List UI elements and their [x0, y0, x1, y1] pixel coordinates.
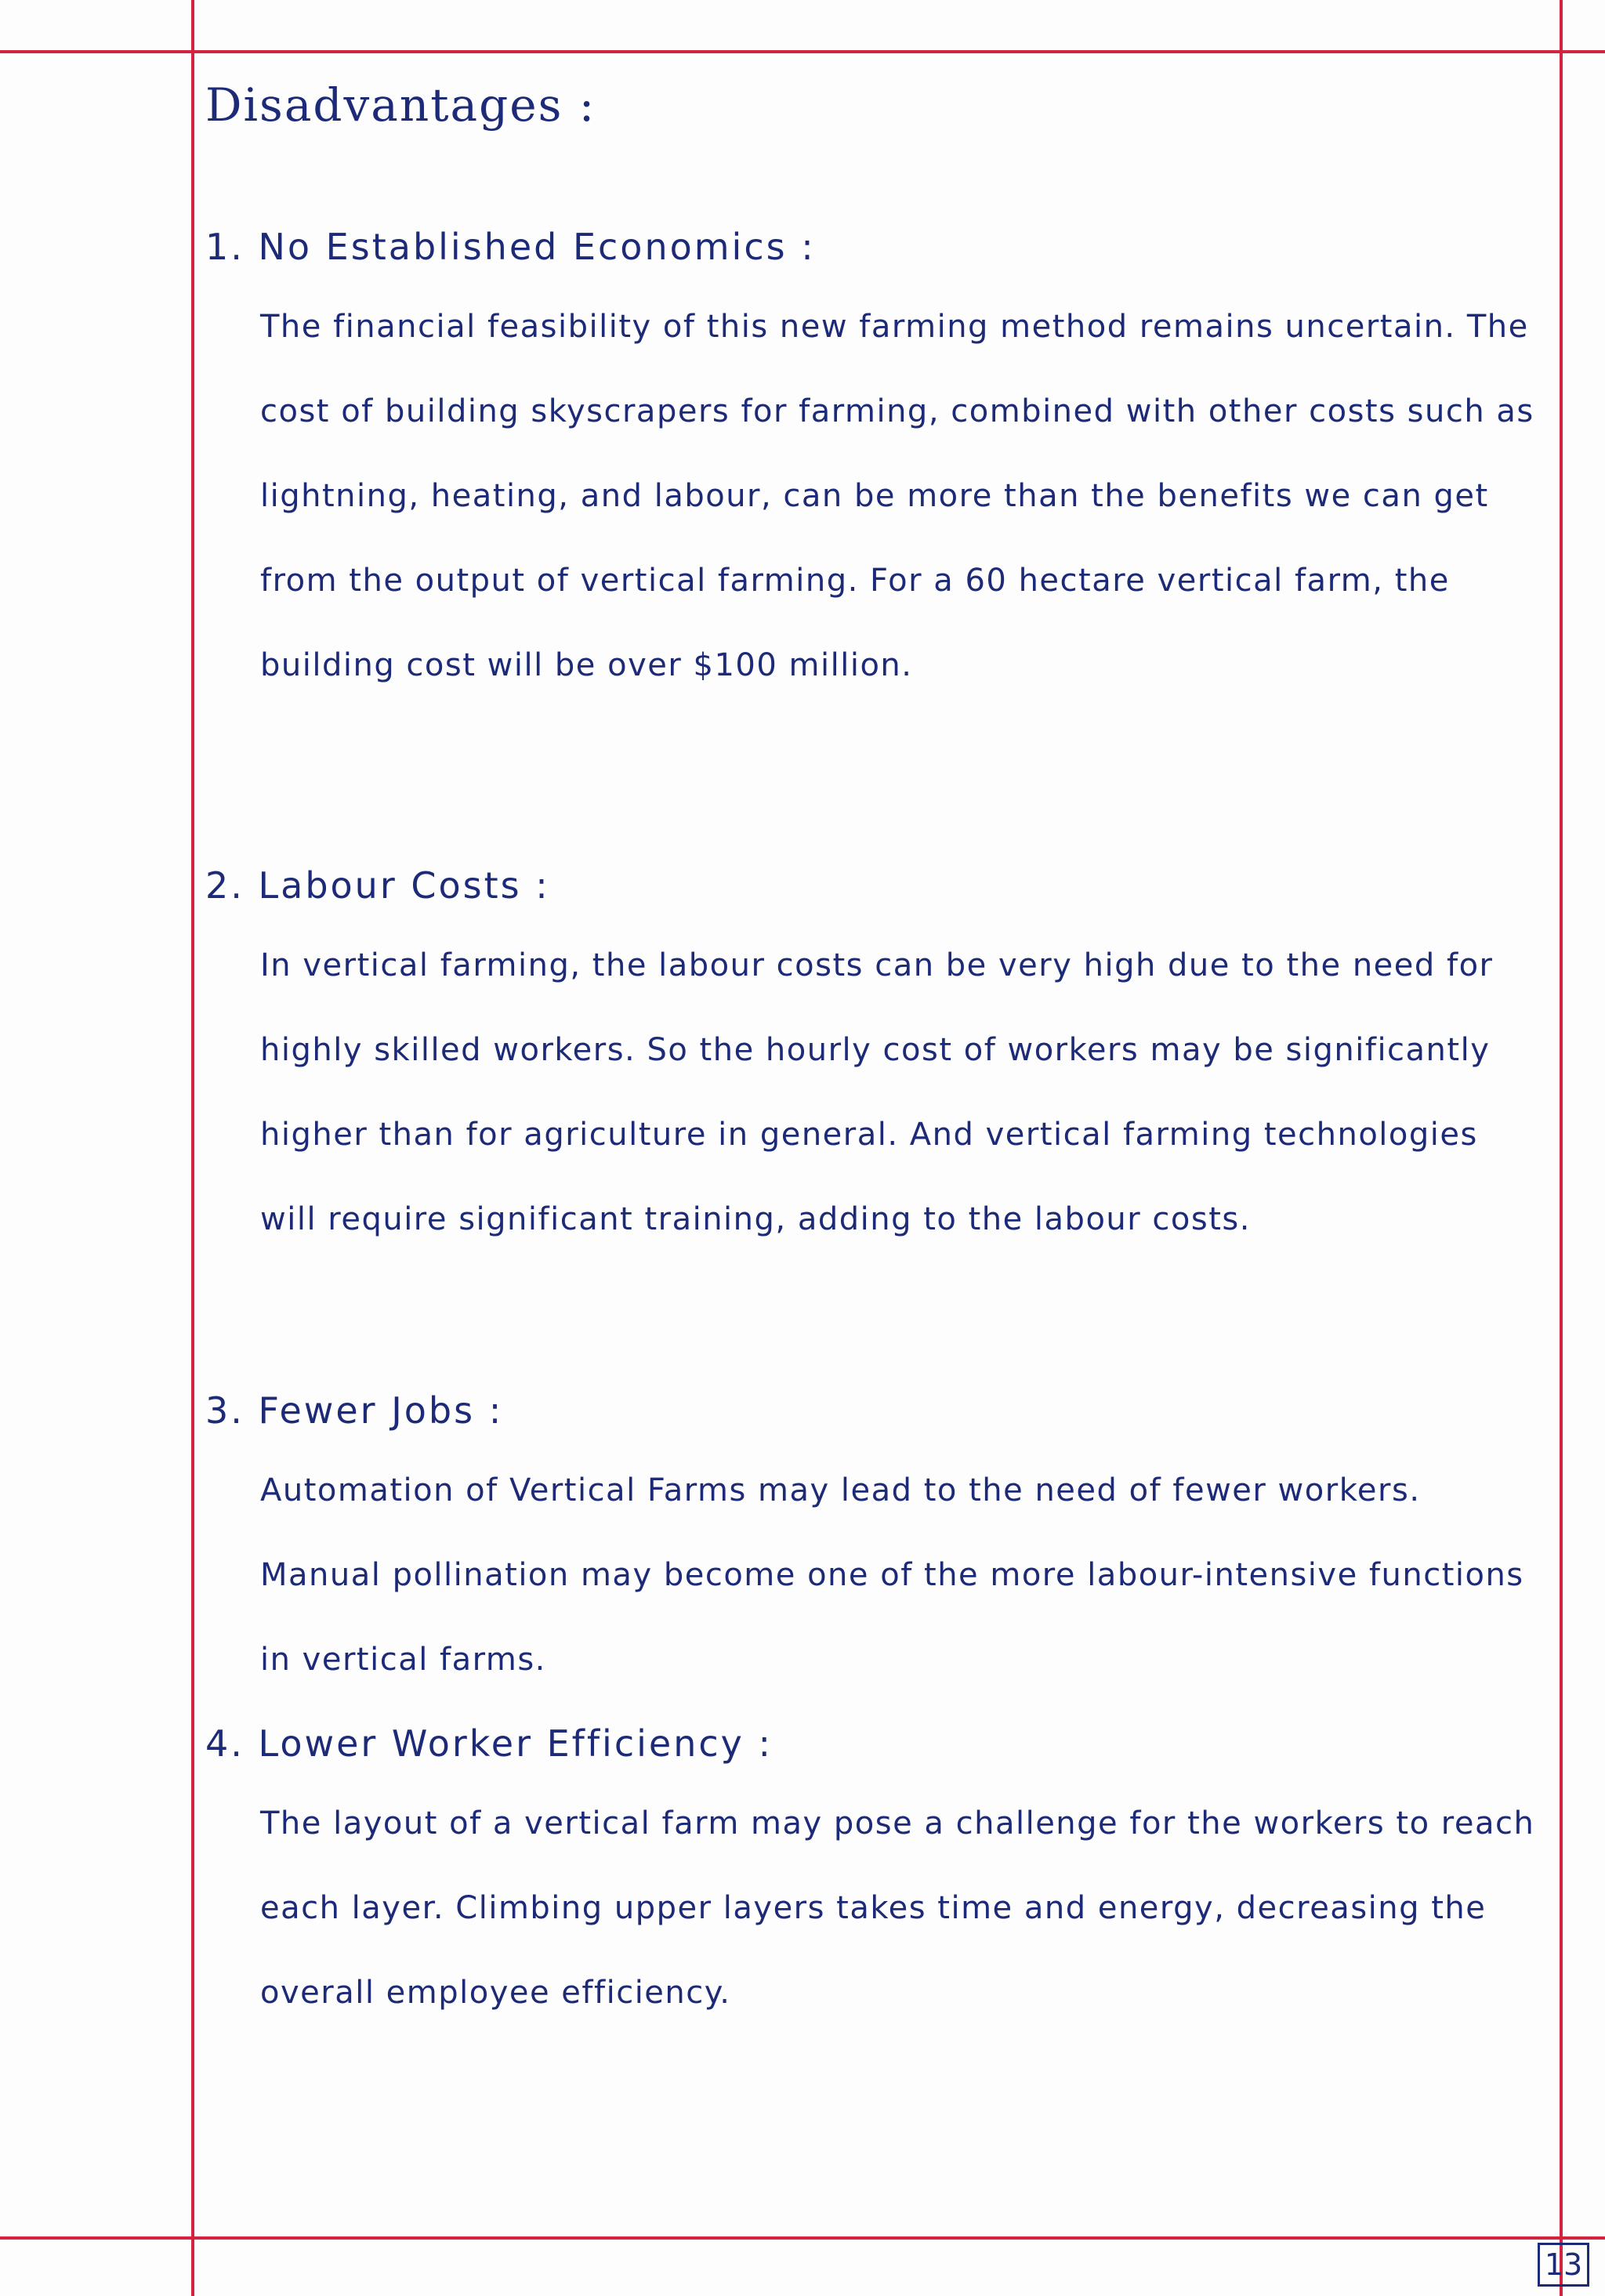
section-title: 2. Labour Costs :	[205, 864, 550, 907]
section-body: Automation of Vertical Farms may lead to the need of fewer workers. Manual pollination may become one of the more labour-intensive functions in vertical farms.	[260, 1472, 1524, 1678]
section-body: In vertical farming, the labour costs can be very high due to the need for highly skilled workers. So the hourly cost of workers may be significantly higher than for agriculture in general. And vertical farming technologies will require significant training, adding to the labour costs.	[260, 947, 1494, 1237]
right-margin-line	[1560, 0, 1563, 2296]
top-margin-line	[0, 50, 1605, 53]
section-fewer-jobs	[205, 1387, 1538, 1702]
page-number: 13	[1538, 2243, 1589, 2287]
section-title: 4. Lower Worker Efficiency :	[205, 1722, 774, 1765]
section-no-established-economics	[205, 223, 1538, 708]
section-body: The layout of a vertical farm may pose a challenge for the workers to reach each layer. Climbing upper layers takes time and energy, decreasing the overall employee efficiency.	[260, 1805, 1535, 2011]
section-lower-worker-efficiency	[205, 1720, 1538, 2035]
section-title: 3. Fewer Jobs :	[205, 1389, 504, 1432]
section-body: The financial feasibility of this new farming method remains uncertain. The cost of building skyscrapers for farming, combined with other costs such as lightning, heating, and labour, can be more than the benefits we can get from the output of vertical farming. For a 60 hectare vertical farm, the building cost will be over $100 million.	[260, 309, 1534, 683]
section-labour-costs	[205, 862, 1538, 1262]
bottom-margin-line	[0, 2236, 1605, 2240]
left-margin-line	[191, 0, 194, 2296]
page-heading: Disadvantages :	[205, 78, 596, 132]
section-title: 1. No Established Economics :	[205, 226, 816, 268]
